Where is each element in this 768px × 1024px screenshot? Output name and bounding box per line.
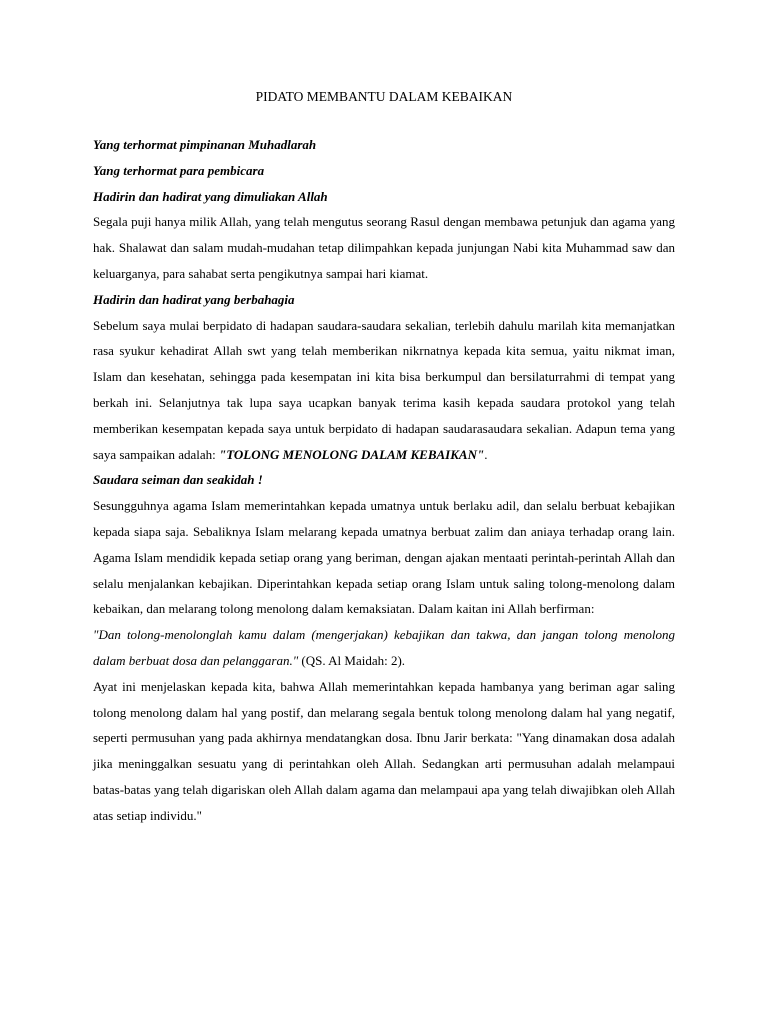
salutation-speakers: Yang terhormat para pembicara [93,162,265,178]
islam-teaching-paragraph: Sesungguhnya agama Islam memerintahkan kepada umatnya untuk berlaku adil, dan selalu berbuat kebajikan kepada siapa saja. Sebaliknya Islam melarang kepada umatnya berbuat zalim dan aniaya terhadap orang lain. Agama Islam mendidik kepada setiap orang yang beriman, dengan ajakan mentaati perintah-perintah Allah dan selalu menjalankan kebajikan. Diperintahkan kepada setiap orang Islam untuk saling tolong-menolong dalam kebaikan, dan melarang tolong menolong dalam kemaksiatan. Dalam kaitan ini Allah berfirman: [93,498,675,617]
salutation-brothers-in-faith: Saudara seiman dan seakidah ! [93,472,263,488]
quran-reference: (QS. Al Maidah: 2). [298,652,406,668]
speech-theme: "TOLONG MENOLONG DALAM KEBAIKAN" [218,446,485,462]
salutation-blessed-audience: Hadirin dan hadirat yang berbahagia [93,291,295,307]
quran-quote: "Dan tolong-menolonglah kamu dalam (mengerjakan) kebajikan dan takwa, dan jangan tolong menolong dalam berbuat dosa dan pelanggaran." [93,627,675,668]
speech-body [93,132,675,829]
quran-quote-paragraph [93,622,675,674]
salutation-audience: Hadirin dan hadirat yang dimuliakan Allah [93,188,328,204]
opening-paragraph: Segala puji hanya milik Allah, yang telah mengutus seorang Rasul dengan membawa petunjuk dan agama yang hak. Shalawat dan salam mudah-mudahan tetap dilimpahkan kepada junjungan Nabi kita Muhammad saw dan keluarganya, para sahabat serta pengikutnya sampai hari kiamat. [93,214,675,281]
page-title: PIDATO MEMBANTU DALAM KEBAIKAN [255,89,513,104]
salutation-leader: Yang terhormat pimpinanan Muhadlarah [93,137,317,152]
introduction-text: Sebelum saya mulai berpidato di hadapan saudara-saudara sekalian, terlebih dahulu marilah kita memanjatkan rasa syukur kehadirat Allah swt yang telah memberikan nikrnatnya kepada kita semua, yaitu nikmat iman, Islam dan kesehatan, sehingga pada kesempatan ini kita bisa berkumpul dan bersilaturrahmi di tempat yang berkah ini. Selanjutnya tak lupa saya ucapkan banyak terima kasih kepada saudara protokol yang telah memberikan kesempatan kepada saya untuk berpidato di hadapan saudarasaudara sekalian. Adapun tema yang saya sampaikan adalah: [93,317,675,462]
explanation-paragraph: Ayat ini menjelaskan kepada kita, bahwa Allah memerintahkan kepada hambanya yang beriman agar saling tolong menolong dalam hal yang postif, dan melarang segala bentuk tolong menolong dalam hal yang negatif, seperti permusuhan yang pada akhirnya mendatangkan dosa. Ibnu Jarir berkata: "Yang dinamakan dosa adalah jika meninggalkan sesuatu yang di perintahkan oleh Allah. Sedangkan arti permusuhan adalah melampaui batas-batas yang telah digariskan oleh Allah dalam agama dan melampaui apa yang telah diwajibkan oleh Allah atas setiap individu." [93,678,675,823]
introduction-end: . [484,446,488,462]
introduction-paragraph [93,313,675,468]
